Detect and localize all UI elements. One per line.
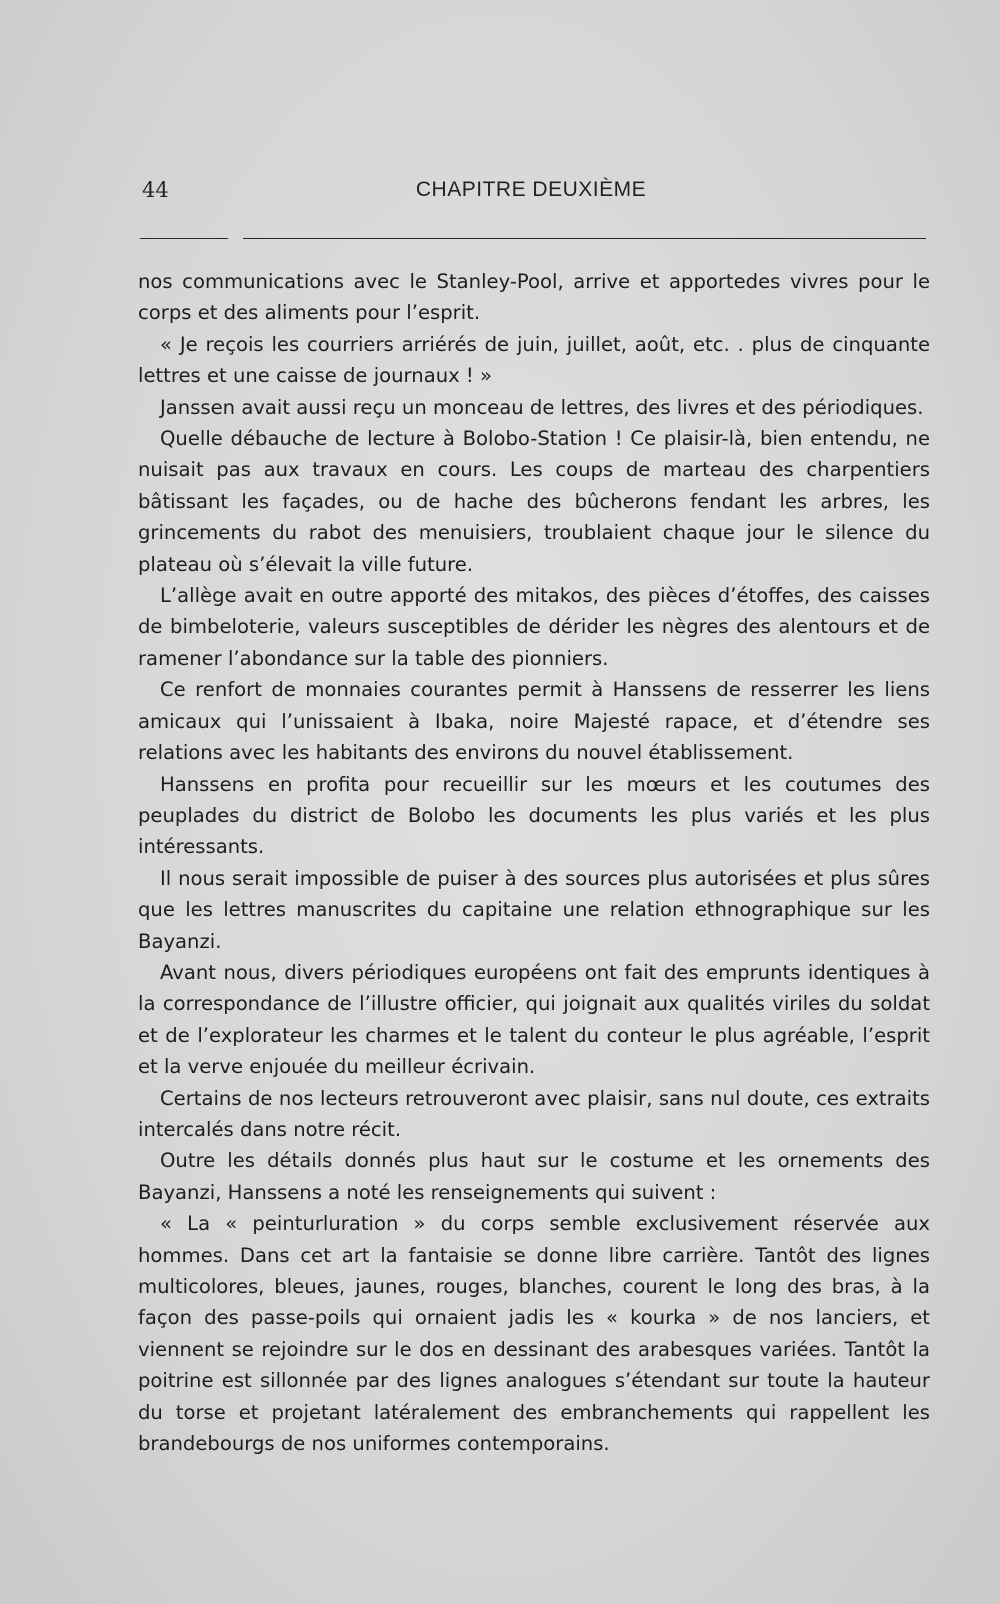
paragraph-details: Outre les détails donnés plus haut sur le costume et les ornements des Bayanzi, Hanssens a noté les renseignements qui suivent :	[138, 1149, 930, 1204]
paragraph-sources: Il nous serait impossible de puiser à des sources plus autorisées et plus sûres que les lettres manuscrites du capitaine une relation ethnographique sur les Bayanzi.	[138, 866, 930, 953]
page-header	[136, 176, 926, 206]
paragraph-allege: L’allège avait en outre apporté des mitakos, des pièces d’étoffes, des caisses de bimbeloterie, valeurs susceptibles de dérider les nègres des alentours et de ramener l’abondance sur la table des pionniers.	[138, 584, 930, 670]
paragraph-lecteurs: Certains de nos lecteurs retrouveront avec plaisir, sans nul doute, ces extraits intercalés dans notre récit.	[138, 1086, 930, 1141]
running-head: CHAPITRE DEUXIÈME	[415, 178, 647, 201]
paragraph-peinturluration: « La « peinturluration » du corps semble exclusivement réservée aux hommes. Dans cet art la fantaisie se donne libre carrière. Tantôt des lignes multicolores, bleues, jaunes, rouges, blanches, courent le long des bras, à la façon des passe-poils qui ornaient jadis les « kourka » de nos lanciers, et viennent se rejoindre sur le dos en dessinant des arabesques variées. Tantôt la poitrine est sillonnée par des lignes analogues s’étendant sur toute la hauteur du torse et projetant latéralement des embranchements qui rappellent les brandebourgs de nos uniformes contemporains.	[138, 1212, 930, 1456]
paragraph-moeurs: Hanssens en profita pour recueillir sur les mœurs et les coutumes des peuplades du district de Bolobo les documents les plus variés et les plus intéressants.	[138, 772, 930, 859]
paragraph-quote-letters: « Je reçois les courriers arriérés de juin, juillet, août, etc. . plus de cinquante lettres et une caisse de journaux ! »	[138, 332, 930, 388]
paragraph-reading: Quelle débauche de lecture à Bolobo-Station ! Ce plaisir-là, bien entendu, ne nuisait pas aux travaux en cours. Les coups de marteau des charpentiers bâtissant les façades, ou de hache des bûcherons fendant les arbres, les grincements du rabot des menuisiers, troublaient chaque jour le silence du plateau où s’élevait la ville future.	[138, 427, 930, 576]
paragraph-renfort: Ce renfort de monnaies courantes permit à Hanssens de resserrer les liens amicaux qui l’unissaient à Ibaka, noire Majesté rapace, et d’étendre ses relations avec les habitants des environs du nouvel établissement.	[138, 678, 930, 765]
paragraph-periodiques: Avant nous, divers périodiques européens ont fait des emprunts identiques à la correspondance de l’illustre officier, qui joignait aux qualités viriles du soldat et de l’explorateur les charmes et le talent du conteur le plus agréable, l’esprit et la verve enjouée du meilleur écrivain.	[138, 960, 930, 1079]
paragraph-janssen: Janssen avait aussi reçu un monceau de lettres, des livres et des périodiques.	[160, 395, 924, 419]
body-text	[138, 266, 930, 1459]
paragraph-continuation: nos communications avec le Stanley-Pool, arrive et apportedes vivres pour le corps et des aliments pour l’esprit.	[138, 270, 930, 325]
header-rule-left	[140, 238, 228, 239]
header-rule-right	[243, 238, 926, 239]
page-number: 44	[142, 178, 169, 202]
